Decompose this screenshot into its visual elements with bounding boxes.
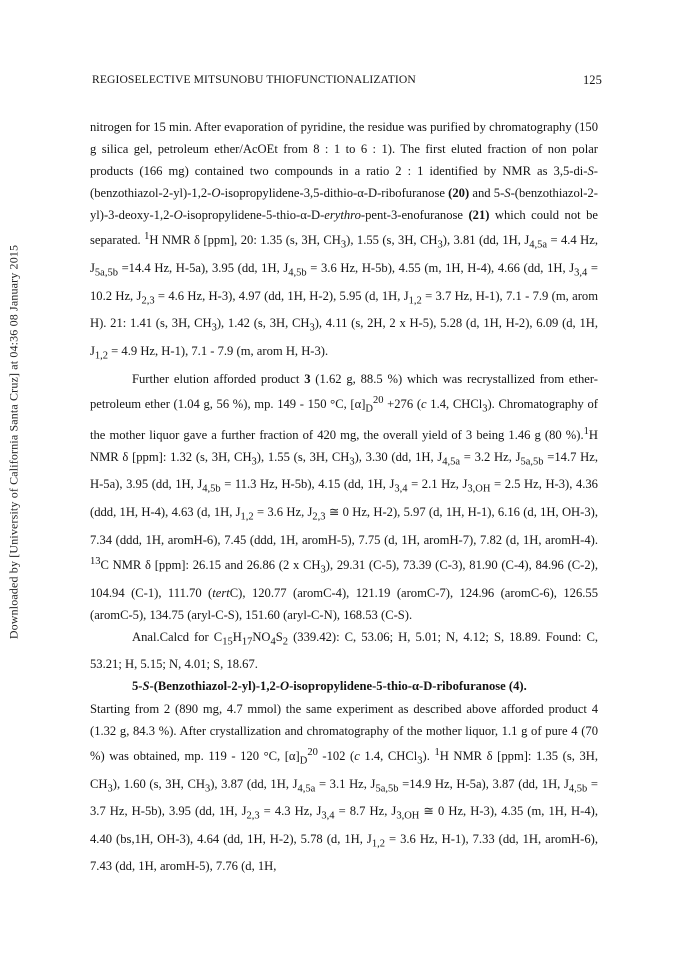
paragraph: Anal.Calcd for $C_{15}H_{17}NO_4S_2$ (339.42): C, 53.06; H, 5.01; N, 4.12; S, 18.89. Found: C, 53.21; H, 5.15; N, 4.01; S, 18.67. — [90, 629, 598, 672]
running-title: REGIOSELECTIVE MITSUNOBU THIOFUNCTIONALIZATION — [92, 73, 416, 86]
running-header — [88, 70, 602, 90]
body-text — [90, 116, 598, 877]
download-watermark — [6, 187, 22, 697]
page-number: 125 — [582, 73, 602, 87]
paragraph: nitrogen for 15 min. After evaporation of pyridine, the residue was purified by chromatography (150 g silica gel, petroleum ether/AcOEt from 8 : 1 to 6 : 1). The first eluted fraction of non polar products (166 mg) contained two compounds in a ratio 2 : 1 identified by NMR as 3,5-di-S-(benzothiazol-2-yl)-1,2-O-isopropylidene-3,5-dithio-α-D-ribofuranose (20) and 5-S-(benzothiazol-2-yl)-3-deoxy-1,2-O-isopropylidene-5-thio-α-D-erythro-pent-3-enofuranose (21) which could not be separated. $^1$H NMR δ [ppm], 20: 1.35 (s, 3H, $CH_3$), 1.55 (s, 3H, $CH_3$), 3.81 (dd, 1H, $J_{4,5a} = 4.4$ Hz, $J_{5a,5b} =14.4$ Hz, H-5a), 3.95 (dd, 1H, $J_{4,5b} = 3.6$ Hz, H-5b), 4.55 (m, 1H, H-4), 4.66 (dd, 1H, $J_{3,4} = 10.2$ Hz, $J_{2,3} = 4.6$ Hz, H-3), 4.97 (dd, 1H, H-2), 5.95 (d, 1H, $J_{1,2} = 3.7$ Hz, H-1), 7.1 - 7.9 (m, arom H). 21: 1.41 (s, 3H, $CH_3$), 1.42 (s, 3H, $CH_3$), 4.11 (s, 2H, 2 x H-5), 5.28 (d, 1H, H-2), 6.09 (d, 1H, $J_{1,2} = 4.9$ Hz, H-1), 7.1 - 7.9 (m, arom H, H-3). — [90, 120, 598, 362]
paragraph: Further elution afforded product 3 (1.62 g, 88.5 %) which was recrystallized from ether-petroleum ether (1.04 g, 56 %), mp. 149 - 150 °C, $[\alpha]_D^{20} +276$ (c 1.4, CHCl$_3$). Chromatography of the mother liquor gave a further fraction of 420 mg, the overall yield of 3 being 1.46 g (80 %).$^1$H NMR δ [ppm]: 1.32 (s, 3H, $CH_3$), 1.55 (s, 3H, $CH_3$), 3.30 (dd, 1H, $J_{4,5a} = 3.2$ Hz, $J_{5a,5b} =14.7$ Hz, H-5a), 3.95 (dd, 1H, $J_{4,5b} = 11.3$ Hz, H-5b), 4.15 (dd, 1H, $J_{3,4} = 2.1$ Hz, $J_{3,OH} = 2.5$ Hz, H-3), 4.36 (ddd, 1H, H-4), 4.63 (d, 1H, $J_{1,2} = 3.6$ Hz, $J_{2,3}$ ≅ 0 Hz, H-2), 5.97 (d, 1H, H-1), 6.16 (d, 1H, OH-3), 7.34 (ddd, 1H, aromH-6), 7.45 (ddd, 1H, aromH-5), 7.75 (d, 1H, aromH-7), 7.82 (d, 1H, aromH-4). $^{13}$C NMR δ [ppm]: 26.15 and 26.86 (2 x $CH_3$), 29.31 (C-5), 73.39 (C-3), 81.90 (C-4), 84.96 (C-2), 104.94 (C-1), 111.70 (tertC), 120.77 (aromC-4), 121.19 (aromC-7), 124.96 (aromC-6), 126.55 (aromC-5), 134.75 (aryl-C-S), 151.60 (aryl-C-N), 168.53 (C-S). — [90, 371, 598, 622]
download-watermark-text: Downloaded by [University of California Santa Cruz] at 04:36 08 January 2015 — [6, 244, 21, 640]
paragraph: Starting from 2 (890 mg, 4.7 mmol) the same experiment as described above afforded product 4 (1.32 g, 84.3 %). After crystallization and chromatography of the mother liquor, 1.1 g of pure 4 (70 %) was obtained, mp. 119 - 120 °C, $[\alpha]_D^{20}$ -102 (c 1.4, CHCl$_3$). $^1$H NMR δ [ppm]: 1.35 (s, 3H, $CH_3$), 1.60 (s, 3H, $CH_3$), 3.87 (dd, 1H, $J_{4,5a} = 3.1$ Hz, $J_{5a,5b} =14.9$ Hz, H-5a), 3.87 (dd, 1H, $J_{4,5b} = 3.7$ Hz, H-5b), 3.95 (dd, 1H, $J_{2,3} = 4.3$ Hz, $J_{3,4} = 8.7$ Hz, $J_{3,OH}$ ≅ 0 Hz, H-3), 4.35 (m, 1H, H-4), 4.40 (bs,1H, OH-3), 4.64 (dd, 1H, H-2), 5.78 (d, 1H, $J_{1,2} = 3.6$ Hz, H-1), 7.33 (dd, 1H, aromH-6), 7.43 (dd, 1H, aromH-5), 7.76 (d, 1H, — [90, 701, 598, 874]
section-heading: 5-S-(Benzothiazol-2-yl)-1,2-O-isopropylidene-5-thio-α-D-ribofuranose (4). — [132, 679, 527, 694]
